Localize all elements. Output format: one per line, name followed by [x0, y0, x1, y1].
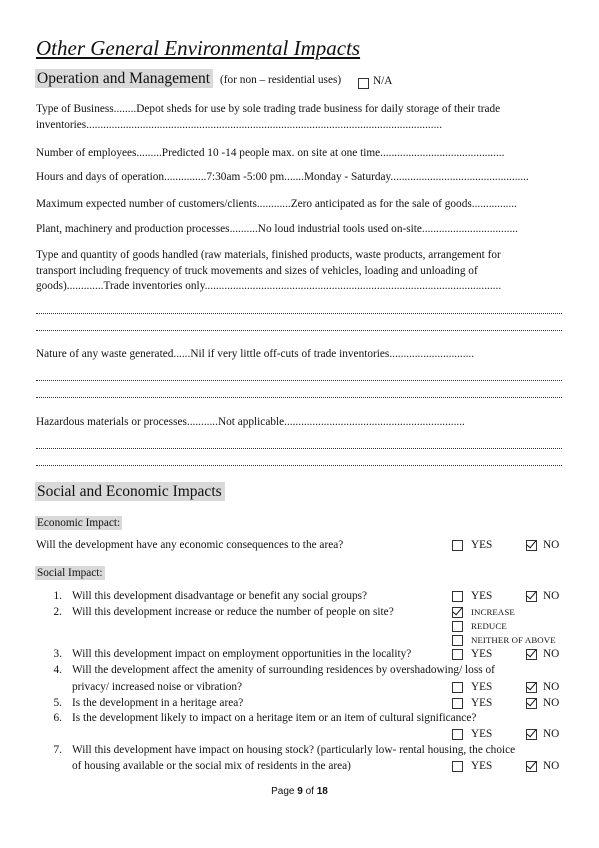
- q1-yes-checkbox[interactable]: [452, 591, 463, 602]
- page-title: Other General Environmental Impacts: [36, 36, 361, 60]
- economic-impact-label-row: [35, 513, 122, 531]
- page-of: of: [302, 786, 317, 797]
- q4-yes-checkbox[interactable]: [452, 682, 463, 693]
- no-label: NO: [543, 697, 560, 709]
- page-prefix: Page: [271, 786, 298, 797]
- customers-line: Maximum expected number of customers/clients............Zero anticipated as for the sale of goods................: [36, 198, 517, 210]
- q6-text: Is the development likely to impact on a heritage item or an item of cultural significance?: [72, 712, 477, 724]
- blank-dotted-line: [36, 313, 562, 314]
- q7-text-line2: of housing available or the social mix of residents in the area): [72, 760, 351, 772]
- q6-no-checkbox[interactable]: [526, 729, 537, 740]
- yes-label: YES: [471, 728, 493, 740]
- no-label: NO: [543, 648, 560, 660]
- q7-no-checkbox[interactable]: [526, 761, 537, 772]
- plant-line: Plant, machinery and production processes..........No loud industrial tools used on-site..................................: [36, 223, 518, 235]
- goods-line2: transport including frequency of truck movements and sizes of vehicles, loading and unloading of: [36, 265, 478, 277]
- social-heading: Social and Economic Impacts: [35, 482, 225, 501]
- q3-text: Will this development impact on employment opportunities in the locality?: [72, 648, 412, 660]
- type-of-business-line1: Type of Business........Depot sheds for use by sole trading trade business for daily storage of their trade: [36, 103, 501, 115]
- reduce-checkbox[interactable]: [452, 621, 463, 632]
- economic-no-checkbox[interactable]: [526, 540, 537, 551]
- no-label: NO: [543, 590, 560, 602]
- no-label: NO: [543, 681, 560, 693]
- q6-yes-checkbox[interactable]: [452, 729, 463, 740]
- economic-yes-checkbox[interactable]: [452, 540, 463, 551]
- q3-number: 3.: [53, 648, 62, 660]
- blank-dotted-line: [36, 465, 562, 466]
- q3-no-checkbox[interactable]: [526, 649, 537, 660]
- economic-question: Will the development have any economic consequences to the area?: [36, 539, 344, 551]
- hazardous-line: Hazardous materials or processes...........Not applicable................................................................: [36, 416, 465, 428]
- economic-impact-label: Economic Impact:: [37, 517, 121, 529]
- q1-number: 1.: [53, 590, 62, 602]
- social-impact-label: Social Impact:: [37, 567, 103, 579]
- page-footer: [0, 786, 599, 797]
- increase-label: INCREASE: [471, 607, 515, 617]
- q5-yes-checkbox[interactable]: [452, 698, 463, 709]
- q7-yes-checkbox[interactable]: [452, 761, 463, 772]
- reduce-label: REDUCE: [471, 621, 507, 631]
- waste-line: Nature of any waste generated......Nil if very little off-cuts of trade inventories..............................: [36, 348, 475, 360]
- social-heading-row: [35, 483, 225, 501]
- hours-line: Hours and days of operation...............7:30am -5:00 pm.......Monday - Saturday.................................................: [36, 171, 529, 183]
- yes-label: YES: [471, 648, 493, 660]
- yes-label: YES: [471, 681, 493, 693]
- blank-dotted-line: [36, 448, 562, 449]
- na-checkbox[interactable]: [358, 78, 369, 89]
- no-label: NO: [543, 539, 560, 551]
- operation-note: (for non – residential uses): [220, 74, 342, 86]
- q4-text-line2: privacy/ increased noise or vibration?: [72, 681, 243, 693]
- blank-dotted-line: [36, 380, 562, 381]
- yes-label: YES: [471, 539, 493, 551]
- increase-checkbox[interactable]: [452, 607, 463, 618]
- goods-line1: Type and quantity of goods handled (raw materials, finished products, waste products, arrangement for: [36, 249, 501, 261]
- blank-dotted-line: [36, 330, 562, 331]
- q4-no-checkbox[interactable]: [526, 682, 537, 693]
- operation-heading: Operation and Management: [35, 69, 213, 88]
- q4-number: 4.: [53, 664, 62, 676]
- q7-number: 7.: [53, 744, 62, 756]
- yes-label: YES: [471, 697, 493, 709]
- page-total: 18: [316, 786, 328, 797]
- neither-label: NEITHER OF ABOVE: [471, 635, 556, 645]
- blank-dotted-line: [36, 397, 562, 398]
- operation-heading-row: [35, 70, 341, 89]
- no-label: NO: [543, 760, 560, 772]
- q1-text: Will this development disadvantage or benefit any social groups?: [72, 590, 368, 602]
- q5-number: 5.: [53, 697, 62, 709]
- no-label: NO: [543, 728, 560, 740]
- q2-number: 2.: [53, 606, 62, 618]
- employees-line: Number of employees.........Predicted 10 -14 people max. on site at one time............................................: [36, 147, 505, 159]
- yes-label: YES: [471, 590, 493, 602]
- neither-checkbox[interactable]: [452, 635, 463, 646]
- q1-no-checkbox[interactable]: [526, 591, 537, 602]
- na-label: N/A: [373, 75, 393, 87]
- q5-text: Is the development in a heritage area?: [72, 697, 244, 709]
- type-of-business-line2: inventories..............................................................................................................................: [36, 119, 443, 131]
- goods-line3: goods).............Trade inventories only.........................................................................................................: [36, 280, 502, 292]
- q5-no-checkbox[interactable]: [526, 698, 537, 709]
- q3-yes-checkbox[interactable]: [452, 649, 463, 660]
- social-impact-label-row: [35, 563, 105, 581]
- q7-text-line1: Will this development have impact on housing stock? (particularly low- rental housing, the choice: [72, 744, 516, 756]
- page-number: 9: [297, 786, 303, 797]
- q2-text: Will this development increase or reduce the number of people on site?: [72, 606, 394, 618]
- yes-label: YES: [471, 760, 493, 772]
- q6-number: 6.: [53, 712, 62, 724]
- q4-text-line1: Will the development affect the amenity of surrounding residences by overshadowing/ loss of: [72, 664, 495, 676]
